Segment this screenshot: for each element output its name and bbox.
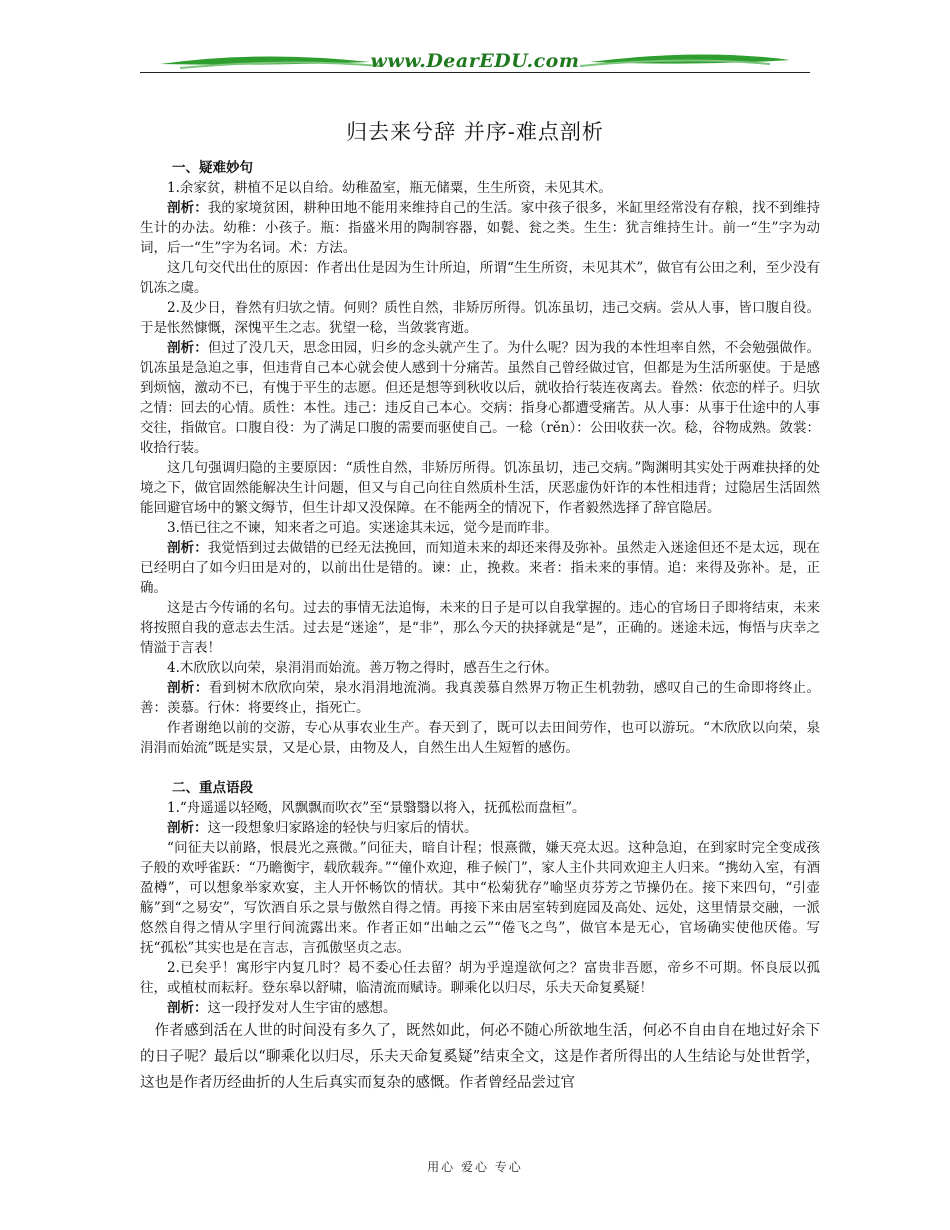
paragraph-text: 这一段想象归家路途的轻快与归家后的情状。 xyxy=(207,820,478,836)
paragraph-text: 这一段抒发对人生宇宙的感想。 xyxy=(207,1000,397,1016)
paragraph xyxy=(140,258,820,298)
paragraph xyxy=(140,198,820,258)
paragraph-text: 我的家境贫困，耕种田地不能用来维持自己的生活。家中孩子很多，米缸里经常没有存粮，找不到维持生计的办法。幼稚：小孩子。瓶：指盛米用的陶制容器，如甏、瓮之类。生生：犹言维持生计。前一“生”字为动词，后一“生”字为名词。术：方法。 xyxy=(140,200,821,256)
paragraph-text: 这是古今传诵的名句。过去的事情无法追悔，未来的日子是可以自我掌握的。违心的官场日子即将结束，未来将按照自我的意志去生活。过去是“迷途”，是“非”，那么今天的抉择就是“是”，正确的。迷途未远，悔悟与庆幸之情溢于言表！ xyxy=(140,600,820,656)
paragraph-text: 但过了没几天，思念田园，归乡的念头就产生了。为什么呢？因为我的本性坦率自然，不会勉强做作。饥冻虽是急迫之事，但违背自己本心就会使人感到十分痛苦。虽然自己曾经做过官，但都是为生活所驱使。于是感到烦恼，激动不已，有愧于平生的志愿。但还是想等到秋收以后，就收拾行装连夜离去。眷然：依恋的样子。归欤之情：回去的心情。质性：本性。违己：违反自己本心。交病：指身心都遭受痛苦。从人事：从事于仕途中的人事交往，指做官。口腹自役：为了满足口腹的需要而驱使自己。一稔（rěn）：公田收获一次。稔，谷物成熟。敛裳：收拾行装。 xyxy=(140,340,821,456)
section-paragraphs xyxy=(140,798,820,1018)
section-paragraphs xyxy=(140,178,820,758)
paragraph xyxy=(140,678,820,718)
analysis-label: 剖析： xyxy=(167,1000,208,1016)
paragraph xyxy=(140,538,820,598)
paragraph xyxy=(140,798,820,818)
paragraph xyxy=(140,998,820,1018)
site-logo-text[interactable]: www.DearEDU.com xyxy=(370,50,580,72)
paragraph xyxy=(140,518,820,538)
site-banner xyxy=(140,48,810,80)
paragraph-text: 3.悟已往之不谏，知来者之可追。实迷途其未远，觉今是而昨非。 xyxy=(167,520,558,536)
paragraph-text: 4.木欣欣以向荣，泉涓涓而始流。善万物之得时，感吾生之行休。 xyxy=(167,660,558,676)
paragraph xyxy=(140,958,820,998)
analysis-label: 剖析： xyxy=(167,340,208,356)
section-heading: 一、疑难妙句 xyxy=(172,160,253,176)
paragraph-text: 作者谢绝以前的交游，专心从事农业生产。春天到了，既可以去田间劳作，也可以游玩。“木欣欣以向荣，泉涓涓而始流”既是实景，又是心景，由物及人，自然生出人生短暂的感伤。 xyxy=(140,720,820,756)
closing-paragraph: 作者感到活在人世的时间没有多久了，既然如此，何必不随心所欲地生活，何必不自由自在地过好余下的日子呢？最后以“聊乘化以归尽，乐夫天命复奚疑”结束全文，这是作者所得出的人生结论与处世哲学，这也是作者历经曲折的人生后真实而复杂的感慨。作者曾经品尝过官 xyxy=(140,1023,820,1091)
analysis-label: 剖析： xyxy=(167,200,208,216)
paragraph xyxy=(140,178,820,198)
paragraph xyxy=(140,458,820,518)
paragraph xyxy=(140,658,820,678)
section-gap xyxy=(140,758,820,778)
paragraph xyxy=(140,598,820,658)
header-divider xyxy=(140,72,810,73)
paragraph-text: 这几句强调归隐的主要原因：“质性自然，非矫厉所得。饥冻虽切，违己交病。”陶渊明其实处于两难抉择的处境之下，做官固然能解决生计问题，但又与自己向往自然质朴生活，厌恶虚伪奸诈的本性相违背；过隐居生活固然能回避官场中的繁文缛节，但生计却又没保障。在不能两全的情况下，作者毅然选择了辞官隐居。 xyxy=(140,460,820,516)
paragraph xyxy=(140,298,820,338)
paragraph xyxy=(140,338,820,458)
paragraph-text: “问征夫以前路，恨晨光之熹微。”问征夫，暗自计程；恨熹微，嫌天亮太迟。这种急迫，在到家时完全变成孩子般的欢呼雀跃：“乃瞻衡宇，载欣载奔。”“僮仆欢迎，稚子候门”，家人主仆共同欢迎主人归来。“携幼入室，有酒盈樽”，可以想象举家欢宴，主人开怀畅饮的情状。其中“松菊犹存”喻坚贞芬芳之节操仍在。接下来四句，“引壶觞”到“之易安”，写饮酒自乐之景与傲然自得之情。再接下来由居室转到庭园及高处、远处，这里情景交融，一派悠然自得之情从字里行间流露出来。作者正如“出岫之云”“倦飞之鸟”，做官本是无心，官场确实使他厌倦。写抚“孤松”其实也是在言志，言孤傲坚贞之志。 xyxy=(140,840,820,956)
page-footer: 用心 爱心 专心 xyxy=(427,1160,523,1174)
paragraph-text: 这几句交代出仕的原因：作者出仕是因为生计所迫，所谓“生生所资，未见其术”，做官有公田之利，至少没有饥冻之虞。 xyxy=(140,260,820,296)
paragraph-text: 1.“舟遥遥以轻飏，风飘飘而吹衣”至“景翳翳以将入，抚孤松而盘桓”。 xyxy=(167,800,586,816)
paragraph-text: 2.已矣乎！寓形宇内复几时？曷不委心任去留？胡为乎遑遑欲何之？富贵非吾愿，帝乡不可期。怀良辰以孤往，或植杖而耘耔。登东皋以舒啸，临清流而赋诗。聊乘化以归尽，乐夫天命复奚疑！ xyxy=(140,960,820,996)
section-key-passages xyxy=(140,778,820,1096)
analysis-label: 剖析： xyxy=(167,680,209,696)
paragraph xyxy=(140,838,820,958)
paragraph xyxy=(140,818,820,838)
paragraph xyxy=(140,718,820,758)
paragraph-text: 2.及少日，眷然有归欤之情。何则？质性自然，非矫厉所得。饥冻虽切，违己交病。尝从人事，皆口腹自役。于是怅然慷慨，深愧平生之志。犹望一稔，当敛裳宵逝。 xyxy=(140,300,820,336)
document-body xyxy=(140,158,820,1096)
analysis-label: 剖析： xyxy=(167,540,208,556)
paragraph-text: 1.余家贫，耕植不足以自给。幼稚盈室，瓶无储粟，生生所资，未见其术。 xyxy=(167,180,612,196)
paragraph-text: 看到树木欣欣向荣，泉水涓涓地流淌。我真羡慕自然界万物正生机勃勃，感叹自己的生命即将终止。善：羡慕。行休：将要终止，指死亡。 xyxy=(140,680,821,716)
section-heading: 二、重点语段 xyxy=(172,780,253,796)
section-difficult-sentences xyxy=(140,158,820,758)
page-title: 归去来兮辞 并序-难点剖析 xyxy=(346,120,604,144)
analysis-label: 剖析： xyxy=(167,820,208,836)
paragraph-text: 我觉悟到过去做错的已经无法挽回，而知道未来的却还来得及弥补。虽然走入迷途但还不是太远，现在已经明白了如今归田是对的，以前出仕是错的。谏：止，挽救。来者：指未来的事情。追：来得及弥补。是，正确。 xyxy=(140,540,821,596)
